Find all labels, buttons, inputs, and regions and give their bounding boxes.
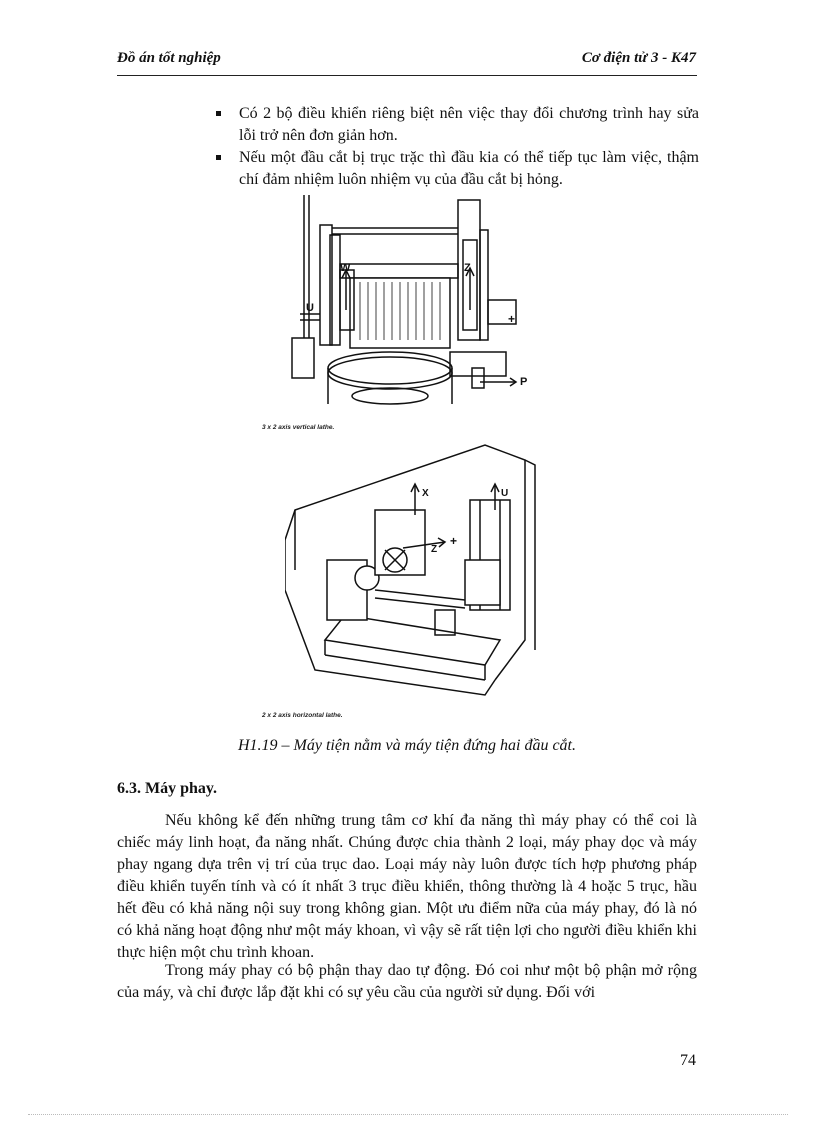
horizontal-lathe-figure	[285, 440, 545, 710]
bullet-item	[214, 147, 699, 191]
footer-rule	[28, 1114, 788, 1115]
header-left: Đồ án tốt nghiệp	[117, 50, 221, 66]
x-axis-label: X	[422, 488, 429, 499]
u-axis-label: U	[306, 302, 314, 314]
vertical-lathe-caption: 3 x 2 axis vertical lathe.	[262, 424, 335, 431]
paragraph: Nếu không kể đến những trung tâm cơ khí đa năng thì máy phay có thể coi là chiếc máy linh hoạt, đa năng nhất. Chúng được chia thành 2 loại, máy phay dọc và máy phay ngang dựa trên vị trí của trục dao. Loại máy này luôn được tích hợp phương pháp điều khiển tuyến tính và có ít nhất 3 trục điều khiển, thông thường là 4 hoặc 5 trục, hầu hết đều có khả năng nội suy trong không gian. Một ưu điểm nữa của máy phay, đó là nó có khả năng hoạt động như một máy khoan, vì vậy sẽ rất tiện lợi cho người điều khiển khi thực hiện một chu trình khoan.	[117, 812, 697, 961]
section-title: 6.3. Máy phay.	[117, 780, 218, 797]
header-right: Cơ điện tử 3 - K47	[581, 50, 696, 66]
bullet-square-icon	[216, 155, 221, 160]
z-axis-label: Z	[464, 262, 471, 274]
w-axis-label: W	[340, 262, 351, 274]
paragraph: Trong máy phay có bộ phận thay dao tự động. Đó coi như một bộ phận mở rộng của máy, và chỉ được lắp đặt khi có sự yêu cầu của người sử dụng. Đối với	[117, 962, 697, 1001]
vertical-lathe-drawing	[280, 190, 550, 420]
vertical-lathe-figure	[280, 190, 550, 420]
figure-caption: H1.19 – Máy tiện nằm và máy tiện đứng hai đầu cắt.	[238, 737, 576, 754]
horizontal-lathe-caption: 2 x 2 axis horizontal lathe.	[262, 712, 343, 719]
plus-label: +	[508, 312, 516, 326]
plus-label-horizontal: +	[450, 534, 458, 548]
u-axis-label-horizontal: U	[501, 488, 509, 499]
horizontal-lathe-drawing	[285, 440, 545, 710]
z-axis-label-horizontal: Z	[431, 544, 438, 555]
bullet-list	[214, 103, 699, 191]
bullet-text: Nếu một đầu cắt bị trục trặc thì đầu kia có thể tiếp tục làm việc, thậm chí đảm nhiệm luôn nhiệm vụ của đầu cắt bị hỏng.	[239, 149, 699, 188]
bullet-item	[214, 103, 699, 147]
header-rule	[117, 75, 697, 76]
bullet-text: Có 2 bộ điều khiển riêng biệt nên việc thay đổi chương trình hay sửa lỗi trở nên đơn giản hơn.	[239, 105, 699, 144]
p-axis-label: P	[520, 376, 528, 388]
bullet-square-icon	[216, 111, 221, 116]
page-number: 74	[680, 1052, 696, 1069]
